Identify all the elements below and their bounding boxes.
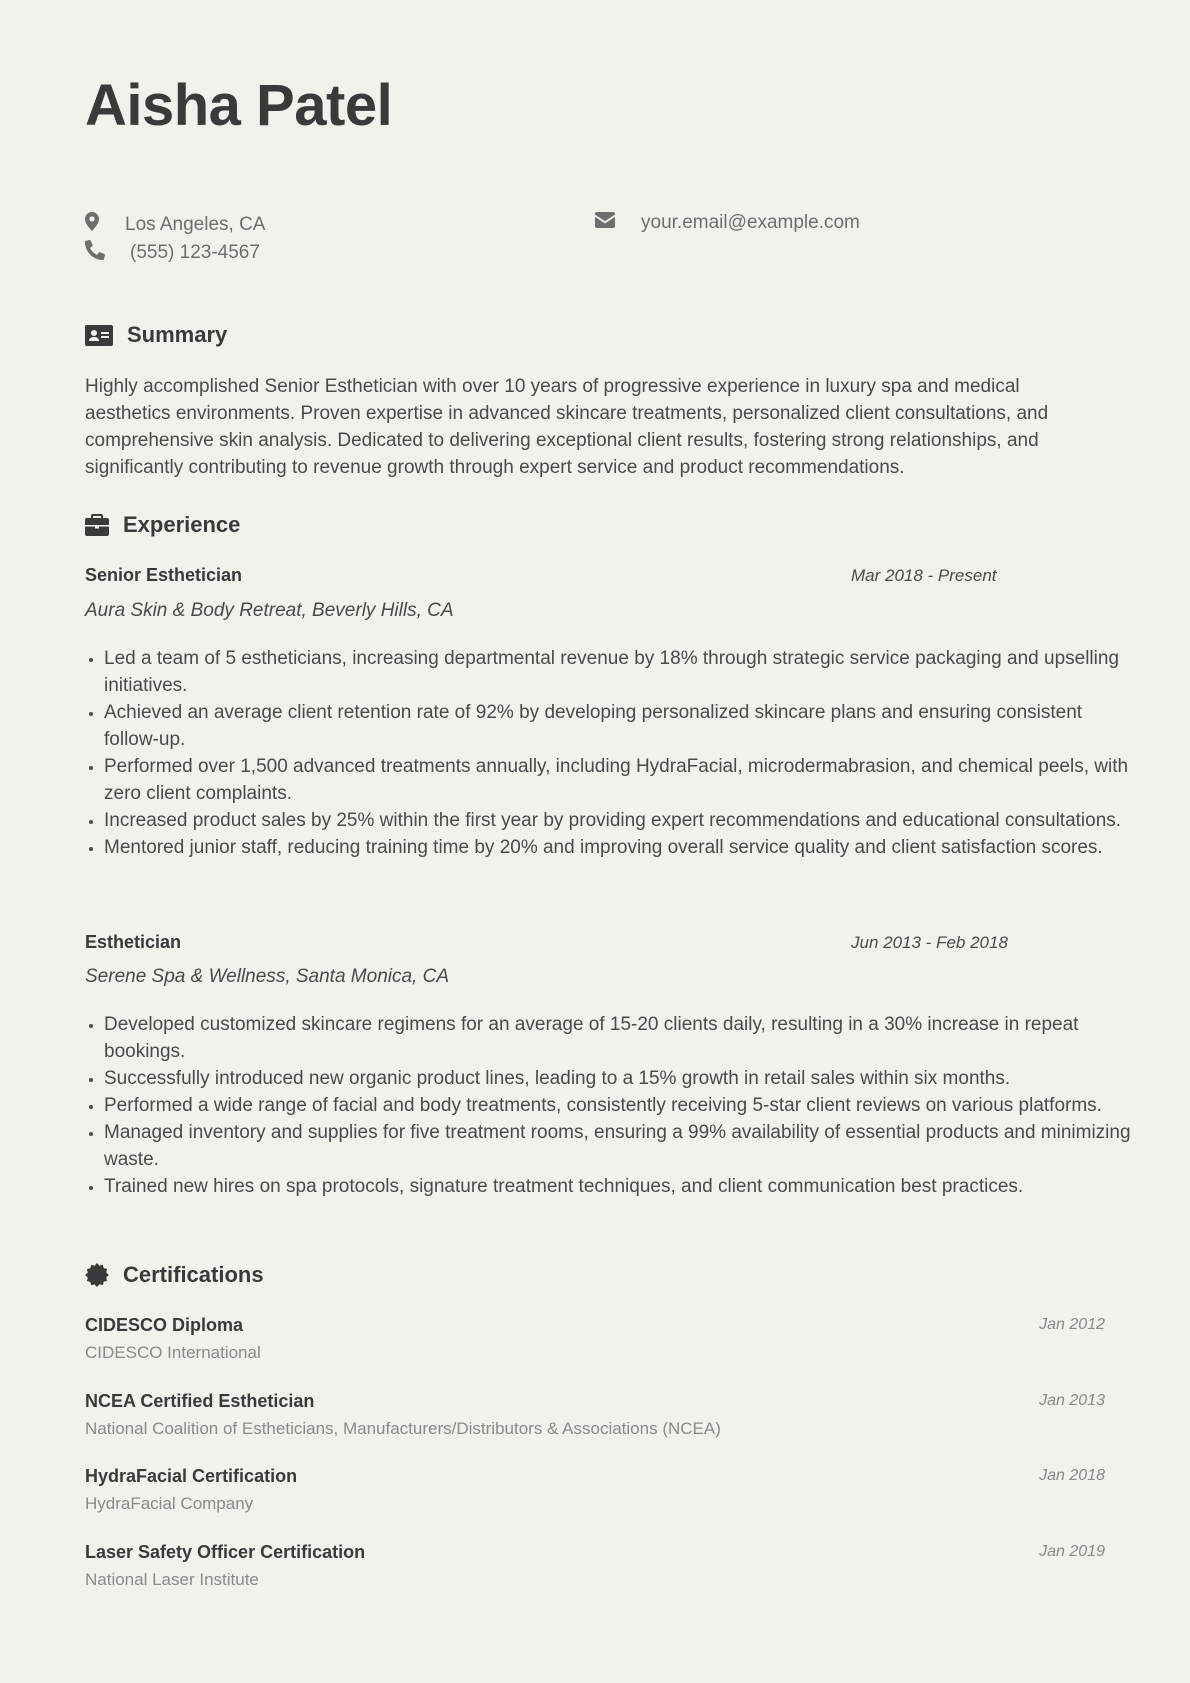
location-text: Los Angeles, CA xyxy=(125,213,266,235)
cert-date: Jan 2019 xyxy=(1039,1543,1105,1560)
job-company: Serene Spa & Wellness, Santa Monica, CA xyxy=(85,966,450,987)
contact-location xyxy=(85,212,265,237)
summary-heading: Summary xyxy=(85,322,227,348)
bullet-item: • Trained new hires on spa protocols, signature treatment techniques, and client communication best practices. xyxy=(104,1173,1134,1200)
cert-date: Jan 2018 xyxy=(1039,1467,1105,1484)
phone-icon xyxy=(85,240,130,266)
experience-heading: Experience xyxy=(85,512,240,538)
job-bullets xyxy=(85,1011,1134,1200)
job-bullets xyxy=(85,645,1134,861)
id-card-icon xyxy=(85,325,127,346)
job-title: Senior Esthetician xyxy=(85,565,243,585)
job-title: Esthetician xyxy=(85,932,182,952)
cert-date: Jan 2013 xyxy=(1039,1392,1105,1409)
job-company: Aura Skin & Body Retreat, Beverly Hills, CA xyxy=(85,600,454,621)
cert-name: CIDESCO Diploma xyxy=(85,1315,244,1335)
bullet-item: • Mentored junior staff, reducing training time by 20% and improving overall service quality and client satisfaction scores. xyxy=(104,834,1134,861)
contact-email xyxy=(595,212,860,234)
candidate-name: Aisha Patel xyxy=(85,73,393,138)
bullet-item: • Developed customized skincare regimens for an average of 15-20 clients daily, resulting in a 30% increase in repeat bookings. xyxy=(104,1011,1134,1065)
cert-name: Laser Safety Officer Certification xyxy=(85,1542,366,1562)
certifications-heading: Certifications xyxy=(85,1262,264,1288)
cert-org: CIDESCO International xyxy=(85,1343,261,1362)
cert-org: National Laser Institute xyxy=(85,1570,259,1589)
bullet-item: • Led a team of 5 estheticians, increasing departmental revenue by 18% through strategic service packaging and upselling initiatives. xyxy=(104,645,1134,699)
phone-text[interactable]: (555) 123-4567 xyxy=(130,242,260,263)
cert-date: Jan 2012 xyxy=(1039,1316,1105,1333)
bullet-item: • Managed inventory and supplies for five treatment rooms, ensuring a 99% availability of essential products and minimizing waste. xyxy=(104,1119,1134,1173)
envelope-icon xyxy=(595,212,641,234)
job-date: Mar 2018 - Present xyxy=(851,566,997,585)
cert-name: HydraFacial Certification xyxy=(85,1466,298,1486)
contact-phone xyxy=(85,240,260,266)
cert-org: National Coalition of Estheticians, Manufacturers/Distributors & Associations (NCEA) xyxy=(85,1419,721,1438)
bullet-item: • Performed over 1,500 advanced treatments annually, including HydraFacial, microdermabrasion, and chemical peels, with zero client complaints. xyxy=(104,753,1134,807)
bullet-item: • Increased product sales by 25% within the first year by providing expert recommendations and educational consultations. xyxy=(104,807,1134,834)
summary-text: Highly accomplished Senior Esthetician with over 10 years of progressive experience in luxury spa and medical aesthetics environments. Proven expertise in advanced skincare treatments, personalized client consultations, and comprehensive skin analysis. Dedicated to delivering exceptional client results, fostering strong relationships, and significantly contributing to revenue growth through expert service and product recommendations. xyxy=(85,376,1049,478)
job-date: Jun 2013 - Feb 2018 xyxy=(851,933,1008,952)
bullet-item: • Performed a wide range of facial and body treatments, consistently receiving 5-star client reviews on various platforms. xyxy=(104,1092,1134,1119)
cert-name: NCEA Certified Esthetician xyxy=(85,1391,315,1411)
bullet-item: • Successfully introduced new organic product lines, leading to a 15% growth in retail sales within six months. xyxy=(104,1065,1134,1092)
certificate-icon xyxy=(85,1263,123,1287)
cert-org: HydraFacial Company xyxy=(85,1494,254,1513)
email-text[interactable]: your.email@example.com xyxy=(641,212,860,233)
bullet-item: • Achieved an average client retention rate of 92% by developing personalized skincare plans and ensuring consistent follow-up. xyxy=(104,699,1134,753)
map-marker-icon xyxy=(85,212,125,237)
briefcase-icon xyxy=(85,514,123,536)
